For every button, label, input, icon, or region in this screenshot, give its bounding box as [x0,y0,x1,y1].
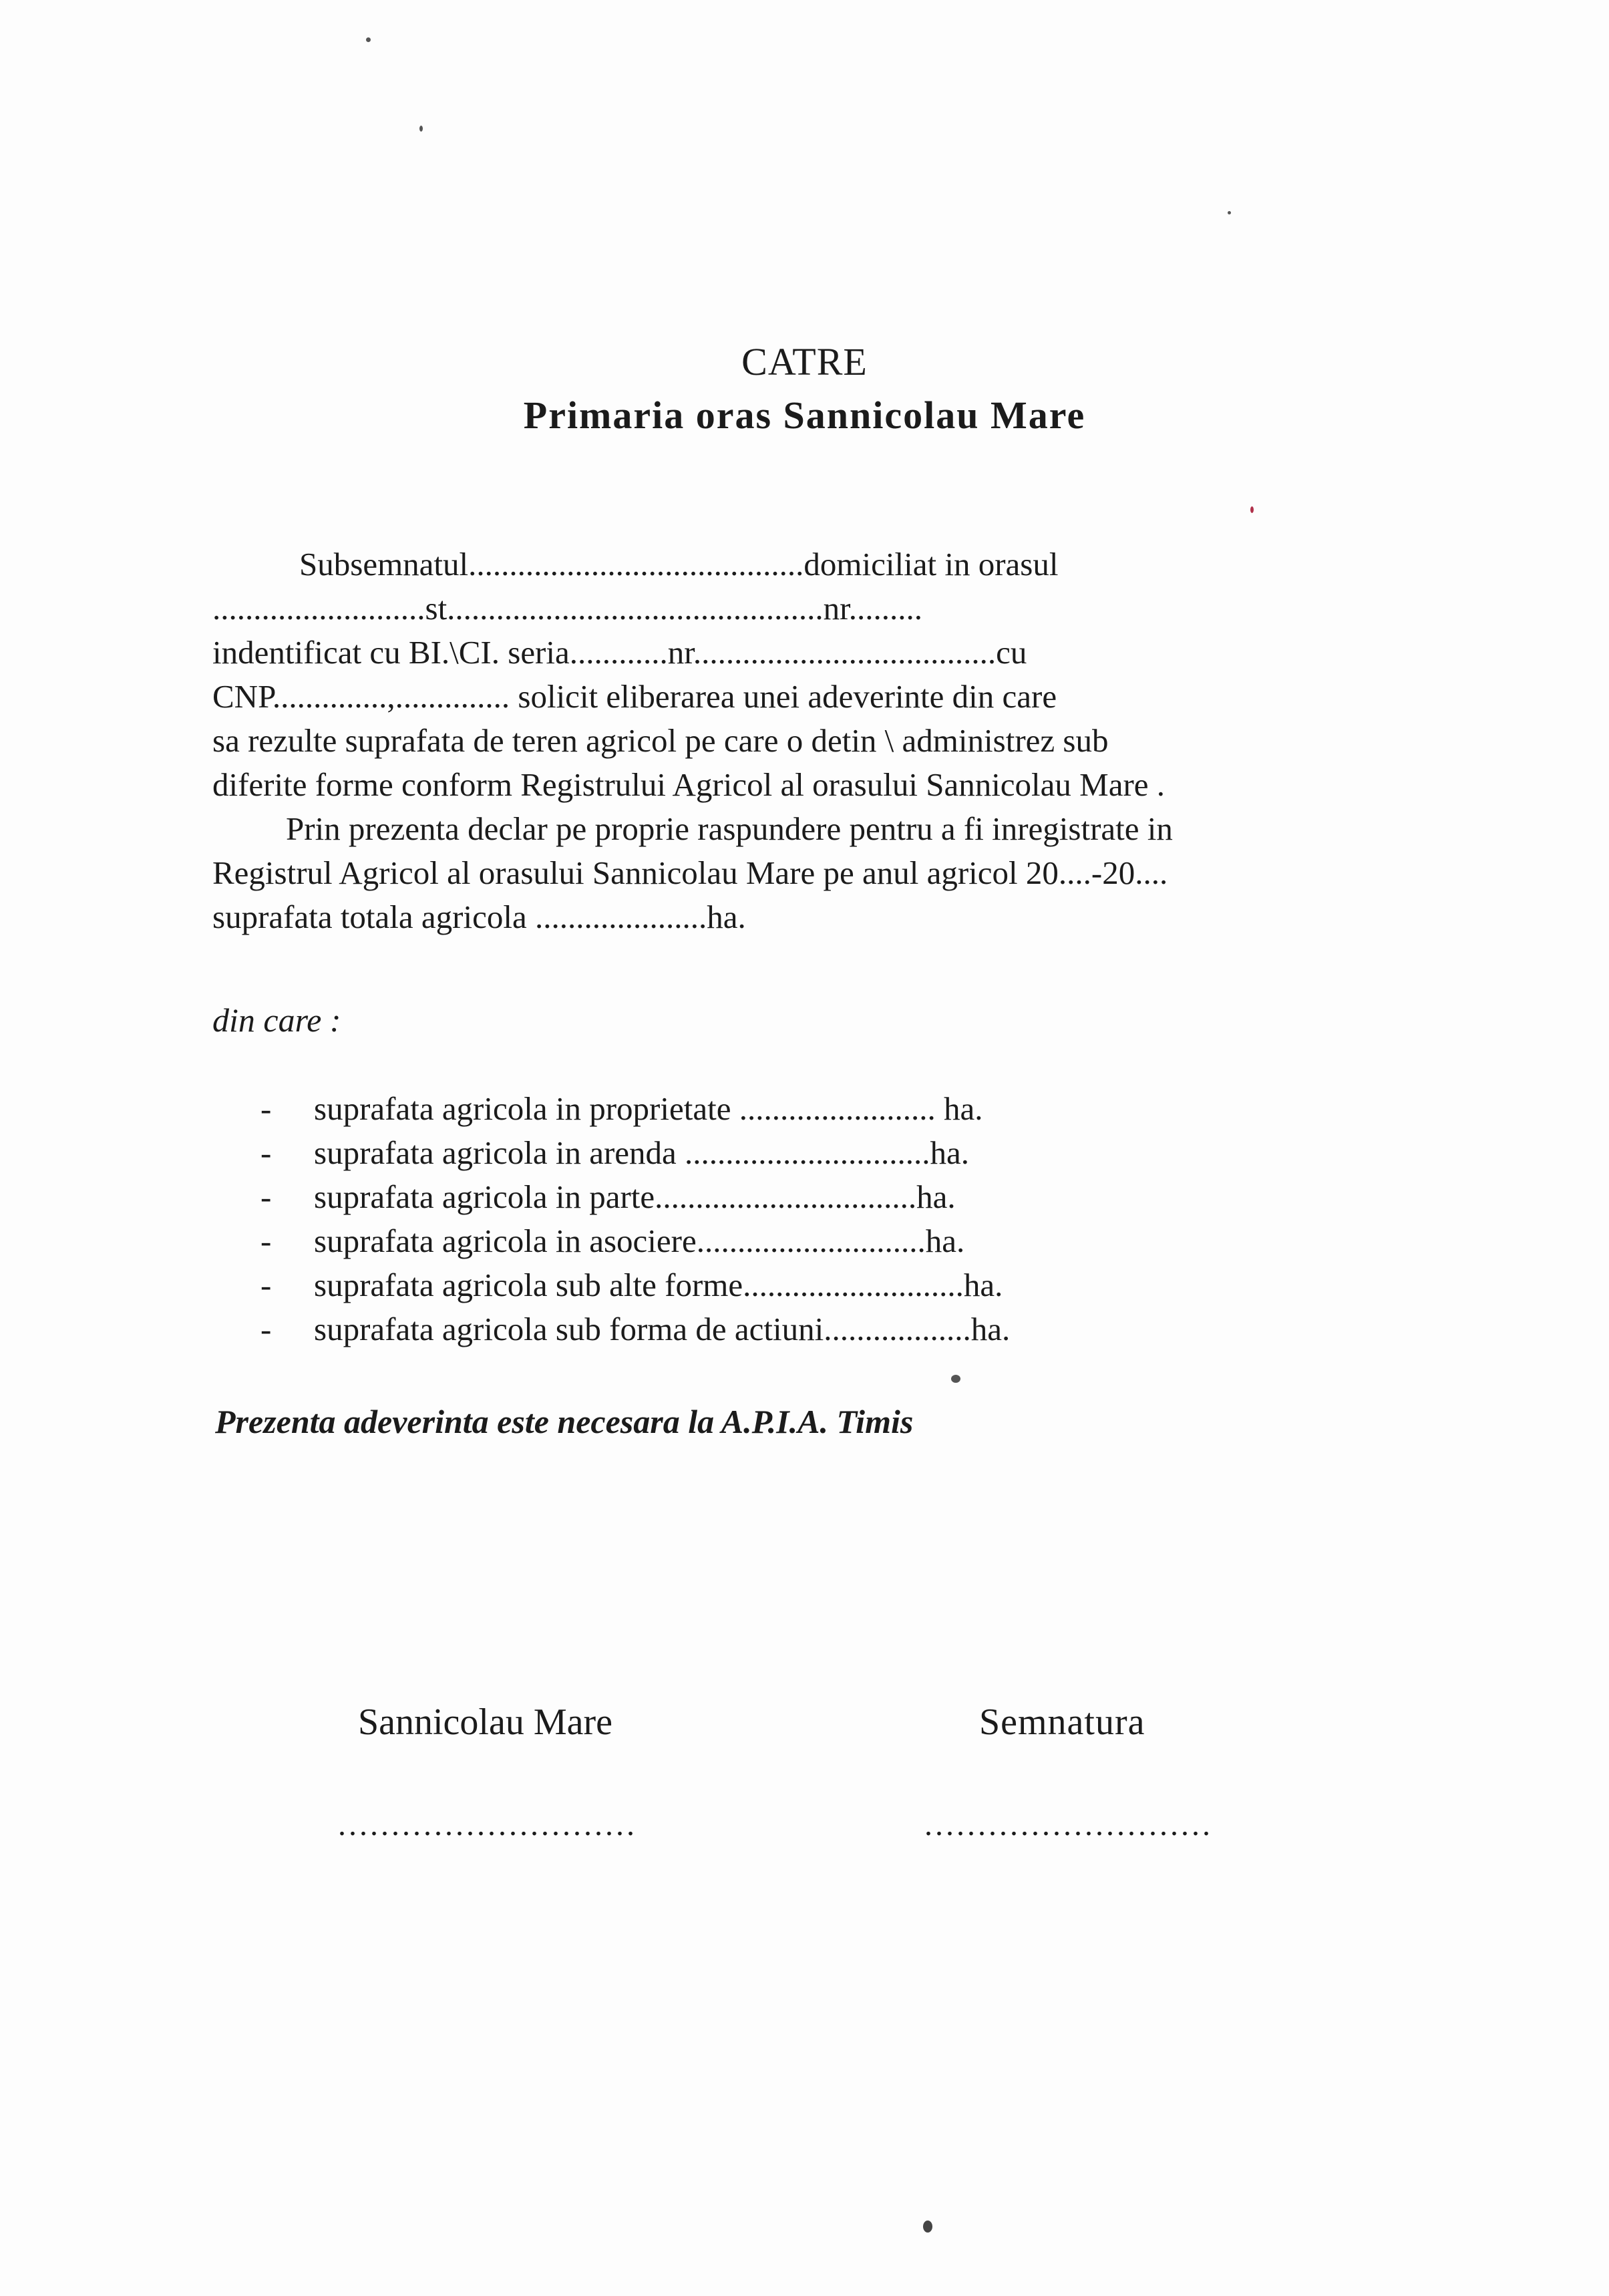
body-line: diferite forme conform Registrului Agricol al orasului Sannicolau Mare . [212,766,1166,803]
body-line: sa rezulte suprafata de teren agricol pe care o detin \ administrez sub [212,722,1109,759]
dash-bullet: - [260,1134,272,1171]
surface-breakdown-list [260,1087,1010,1351]
signature-label: Semnatura [979,1701,1145,1743]
body-line: Prin prezenta declar pe proprie raspundere pentru a fi inregistrate in [286,810,1173,847]
list-item-text: suprafata agricola sub alte forme...........................ha. [314,1267,1003,1303]
dash-bullet: - [260,1178,272,1215]
scan-speck [419,126,423,132]
scan-speck [951,1375,960,1383]
place-date-field: ............................ [338,1807,637,1842]
list-item [260,1175,1010,1219]
request-body [212,542,1375,939]
body-line: CNP..............,.............. solicit eliberarea unei adeverinte din care [212,678,1057,715]
scan-speck [1228,211,1231,214]
place-label: Sannicolau Mare [358,1701,612,1743]
body-line: Subsemnatul.........................................domiciliat in orasul [299,546,1059,583]
scan-speck [1250,506,1254,513]
dash-bullet: - [260,1090,272,1127]
scan-speck [923,2221,932,2233]
institution-name: Primaria oras Sannicolau Mare [523,393,1086,437]
dash-bullet: - [260,1311,272,1347]
list-item-text: suprafata agricola in proprietate ........................ ha. [314,1090,983,1127]
body-line: ..........................st..............................................nr......... [212,590,923,627]
list-item-text: suprafata agricola in asociere............................ha. [314,1222,965,1259]
breakdown-heading: din care : [212,1001,341,1039]
body-line: Registrul Agricol al orasului Sannicolau Mare pe anul agricol 20....-20.... [212,854,1168,891]
scan-speck [366,37,371,42]
list-item-text: suprafata agricola sub forma de actiuni..................ha. [314,1311,1011,1347]
purpose-note: Prezenta adeverinta este necesara la A.P.I.A. Timis [215,1403,914,1440]
dash-bullet: - [260,1267,272,1303]
body-line: suprafata totala agricola .....................ha. [212,898,746,935]
list-item [260,1307,1010,1351]
signature-field: ........................... [924,1807,1213,1842]
list-item-text: suprafata agricola in parte................................ha. [314,1178,956,1215]
recipient-heading: CATRE [741,340,868,383]
list-item [260,1263,1010,1307]
list-item [260,1131,1010,1175]
list-item [260,1219,1010,1263]
body-line: indentificat cu BI.\CI. seria............nr.....................................cu [212,634,1027,671]
dash-bullet: - [260,1222,272,1259]
list-item [260,1087,1010,1131]
list-item-text: suprafata agricola in arenda ..............................ha. [314,1134,970,1171]
